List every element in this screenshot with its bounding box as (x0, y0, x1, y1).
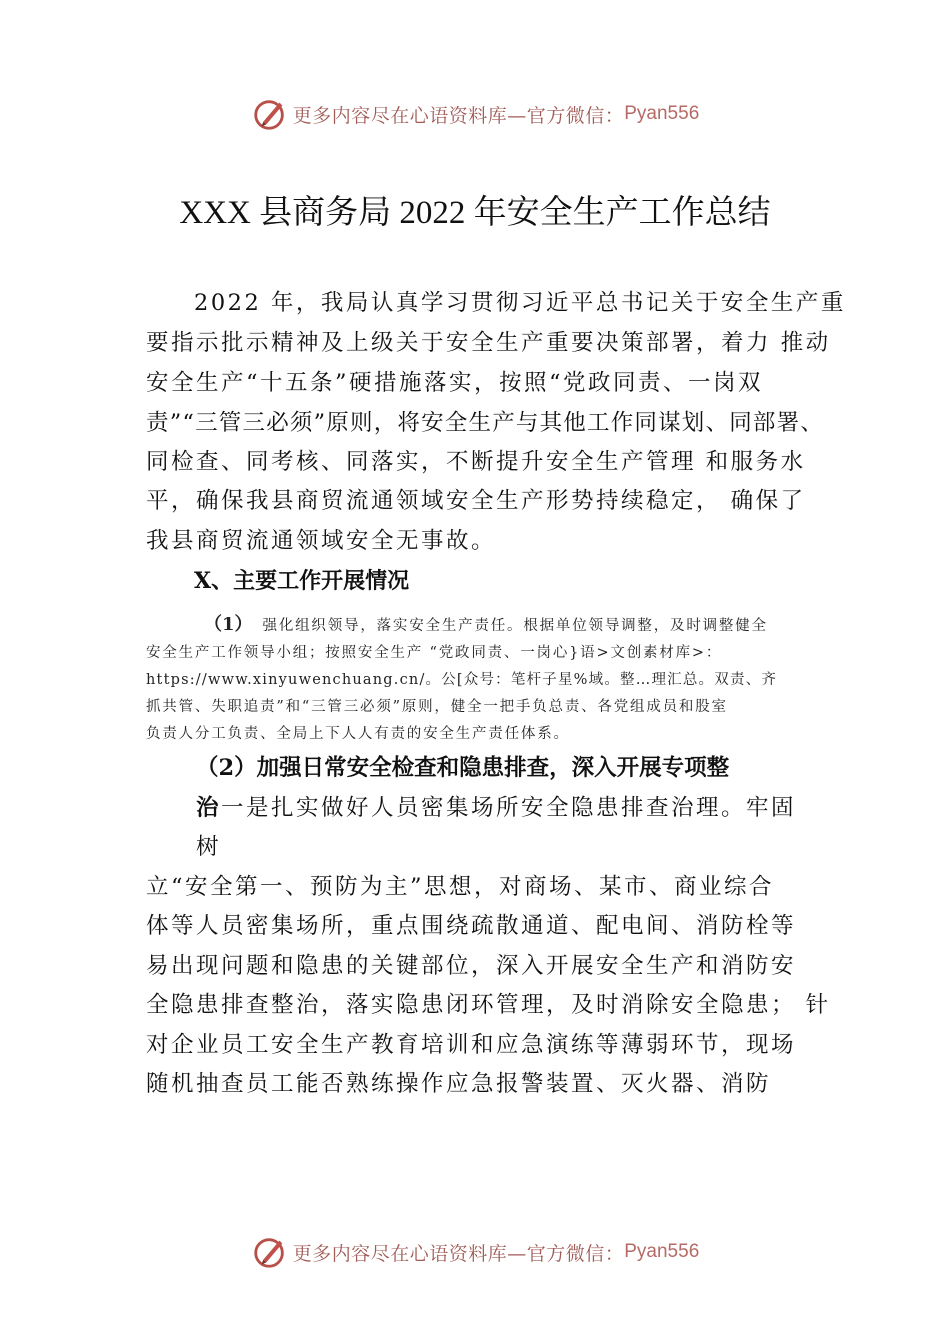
item-1-number: （1） (204, 614, 253, 635)
item-1-line: 抓共管、失职追责”和“三管三必须”原则，健全一把手负总责、各党组成员和股室 (146, 699, 728, 715)
item-2-line: 体等人员密集场所，重点围绕疏散通道、配电间、消防栓等 (146, 913, 797, 939)
item-1-line: （1） 强化组织领导，落实安全生产责任。根据单位领导调整，及时调整健全 (204, 614, 768, 635)
intro-line: 安全生产“十五条”硬措施落实，按照“党政同责、一岗双 (146, 370, 764, 396)
item-2-line: 治一是扎实做好人员密集场所安全隐患排查治理。牢固 (196, 795, 797, 821)
intro-line: 我县商贸流通领域安全无事故。 (146, 528, 497, 554)
watermark-text: 更多内容尽在心语资料库—官方微信： (292, 104, 625, 127)
item-2-line: 易出现问题和隐患的关键部位，深入开展安全生产和消防安 (146, 953, 797, 979)
document-title: XXX 县商务局 2022 年安全生产工作总结 (179, 195, 771, 231)
item-2-line: 立“安全第一、预防为主”思想，对商场、某市、商业综合 (146, 874, 775, 900)
section-heading: X、主要工作开展情况 (194, 568, 410, 594)
item-1-line: 负责人分工负责、全局上下人人有责的安全生产责任体系。 (146, 726, 570, 742)
item-2-heading: （2）加强日常安全检查和隐患排查，深入开展专项整 (196, 755, 730, 781)
intro-line: 责”“三管三必须”原则，将安全生产与其他工作同谋划、同部署、 (146, 410, 825, 436)
item-1-line: https://www.xinyuwenchuang.cn/。公[众号：笔杆子星%域。整…理汇总。双责、齐 (146, 672, 778, 688)
item-2-line: 随机抽查员工能否熟练操作应急报警装置、灭火器、消防 (146, 1071, 772, 1097)
intro-line: 2022 年，我局认真学习贯彻习近平总书记关于安全生产重 (194, 290, 846, 316)
intro-line: 要指示批示精神及上级关于安全生产重要决策部署，着力 推动 (146, 330, 831, 356)
pen-circle-logo-icon (251, 1233, 289, 1271)
item-1-line: 安全生产工作领导小组；按照安全生产 “党政同责、一岗心}语>文创素材库>： (146, 645, 723, 661)
watermark-banner-top (0, 94, 950, 134)
intro-line: 平，确保我县商贸流通领域安全生产形势持续稳定， 确保了 (146, 488, 806, 514)
intro-line: 同检查、同考核、同落实，不断提升安全生产管理 和服务水 (146, 449, 806, 475)
watermark-text: 更多内容尽在心语资料库—官方微信： (292, 1242, 625, 1265)
item-2-line: 树 (196, 834, 222, 860)
item-2-line: 全隐患排查整治，落实隐患闭环管理，及时消除安全隐患； 针 (146, 992, 831, 1018)
watermark-handle: Pyan556 (624, 103, 700, 124)
item-2-line: 对企业员工安全生产教育培训和应急演练等薄弱环节，现场 (146, 1032, 797, 1058)
watermark-handle: Pyan556 (624, 1241, 700, 1262)
watermark-banner-bottom (0, 1232, 950, 1272)
pen-circle-logo-icon (251, 95, 289, 133)
